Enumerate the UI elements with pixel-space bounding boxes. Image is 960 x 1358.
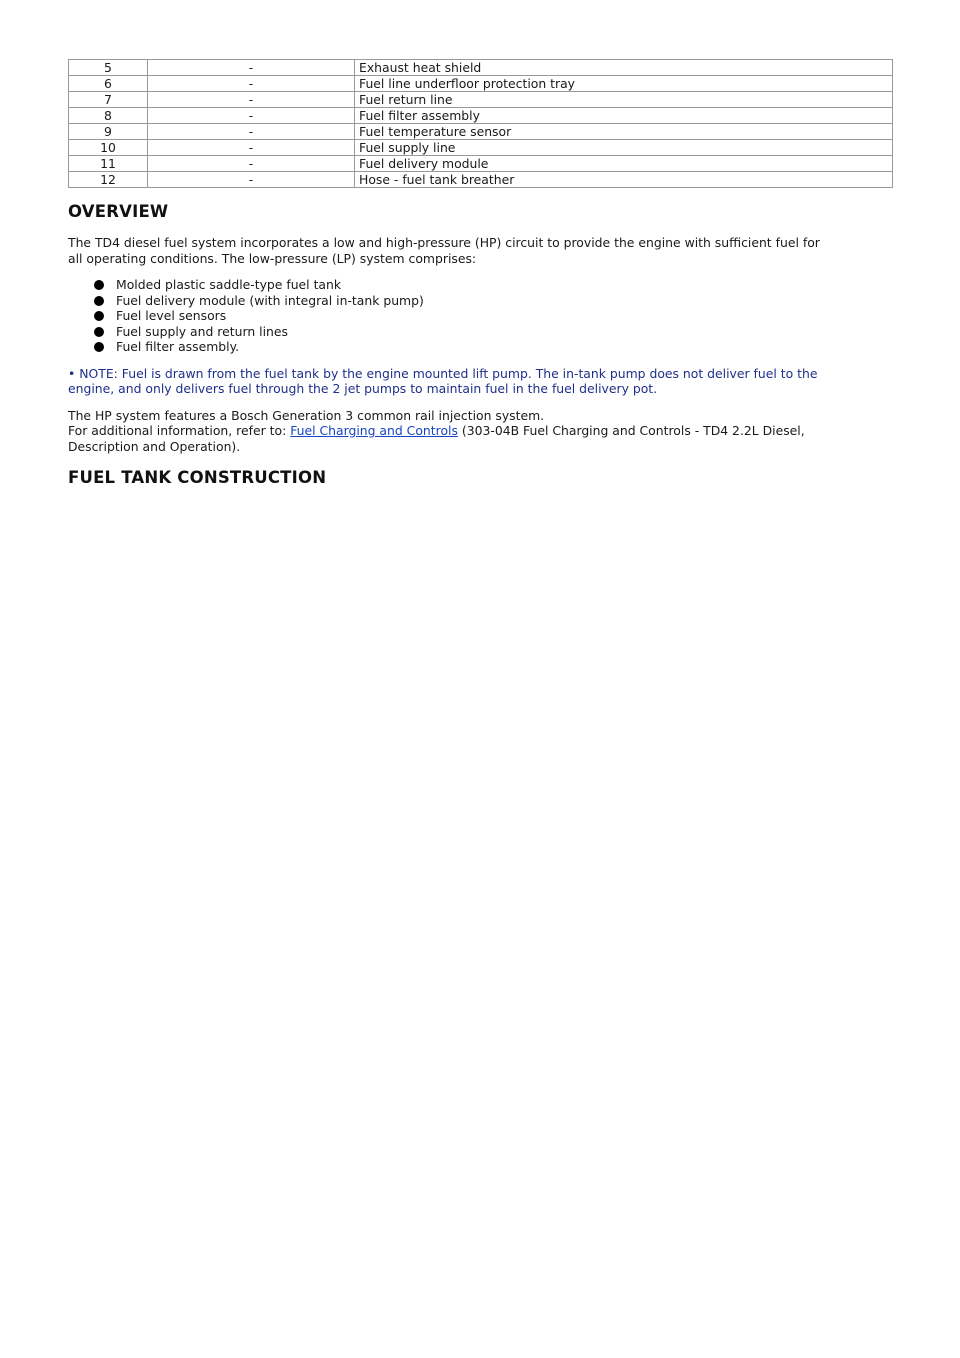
part-number: 10: [69, 140, 148, 156]
overview-heading: OVERVIEW: [68, 202, 169, 221]
table-row: [69, 172, 893, 188]
hp-line-suffix: (303-04B Fuel Charging and Controls - TD4 2.2L Diesel,: [457, 423, 805, 438]
hp-line: The HP system features a Bosch Generation 3 common rail injection system.: [68, 407, 545, 423]
list-item: Fuel filter assembly.: [68, 339, 892, 355]
lp-components-list: [68, 277, 892, 355]
part-separator: -: [148, 108, 355, 124]
hp-line-prefix: For additional information, refer to:: [68, 423, 291, 438]
part-separator: -: [148, 140, 355, 156]
part-description: Fuel return line: [355, 92, 893, 108]
part-description: Fuel filter assembly: [355, 108, 893, 124]
table-row: [69, 124, 893, 140]
document-page: [68, 59, 892, 487]
bullet-icon: [94, 327, 104, 337]
part-separator: -: [148, 124, 355, 140]
table-row: [69, 108, 893, 124]
part-number: 11: [69, 156, 148, 172]
hp-system-paragraph: [68, 408, 892, 455]
parts-table: [68, 59, 893, 188]
note-line: engine, and only delivers fuel through the 2 jet pumps to maintain fuel in the fuel delivery pot.: [68, 381, 658, 396]
part-number: 8: [69, 108, 148, 124]
fuel-tank-construction-heading: FUEL TANK CONSTRUCTION: [68, 468, 327, 487]
part-number: 9: [69, 124, 148, 140]
part-description: Fuel line underfloor protection tray: [355, 76, 893, 92]
part-number: 12: [69, 172, 148, 188]
bullet-icon: [94, 342, 104, 352]
bullet-icon: [94, 280, 104, 290]
part-description: Fuel temperature sensor: [355, 124, 893, 140]
part-description: Hose - fuel tank breather: [355, 172, 893, 188]
table-row: [69, 140, 893, 156]
bullet-icon: [94, 311, 104, 321]
overview-intro: [68, 235, 892, 266]
hp-line: Description and Operation).: [68, 438, 241, 454]
note-paragraph: [68, 366, 892, 397]
part-description: Exhaust heat shield: [355, 60, 893, 76]
part-number: 6: [69, 76, 148, 92]
overview-intro-line: all operating conditions. The low-pressure (LP) system comprises:: [68, 250, 477, 266]
table-row: [69, 76, 893, 92]
part-description: Fuel supply line: [355, 140, 893, 156]
bullet-icon: [94, 296, 104, 306]
part-number: 7: [69, 92, 148, 108]
part-separator: -: [148, 172, 355, 188]
part-number: 5: [69, 60, 148, 76]
table-row: [69, 60, 893, 76]
part-description: Fuel delivery module: [355, 156, 893, 172]
overview-intro-line: The TD4 diesel fuel system incorporates a low and high-pressure (HP) circuit to provide the engine with sufficient fuel for: [68, 235, 820, 250]
list-item: Fuel delivery module (with integral in-tank pump): [68, 293, 892, 309]
fuel-charging-link[interactable]: Fuel Charging and Controls: [290, 423, 458, 438]
list-item: Fuel level sensors: [68, 308, 892, 324]
part-separator: -: [148, 92, 355, 108]
part-separator: -: [148, 76, 355, 92]
table-row: [69, 156, 893, 172]
list-item: Molded plastic saddle-type fuel tank: [68, 277, 892, 293]
table-row: [69, 92, 893, 108]
list-item: Fuel supply and return lines: [68, 324, 892, 340]
part-separator: -: [148, 60, 355, 76]
part-separator: -: [148, 156, 355, 172]
note-line: • NOTE: Fuel is drawn from the fuel tank by the engine mounted lift pump. The in-tank pump does not deliver fuel to the: [68, 365, 818, 381]
